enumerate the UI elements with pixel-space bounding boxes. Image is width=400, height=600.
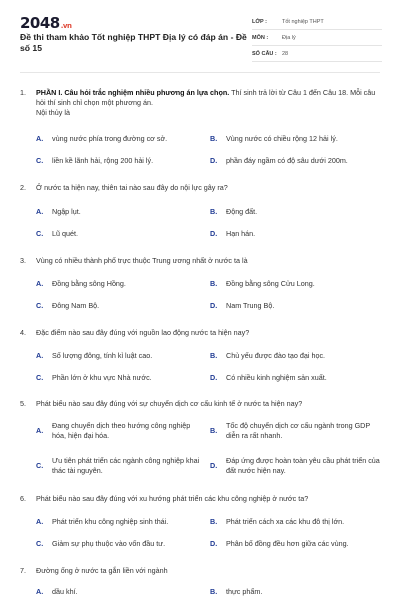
option-letter: D. bbox=[210, 156, 218, 165]
option-a[interactable] bbox=[36, 279, 206, 289]
option-text: Đông Nam Bộ. bbox=[52, 301, 100, 310]
question-text: Phát biểu nào sau đây đúng với xu hướng phát triển các khu công nghiệp ở nước ta? bbox=[36, 494, 309, 503]
page-header bbox=[0, 0, 400, 66]
option-d[interactable] bbox=[210, 539, 380, 549]
option-letter: D. bbox=[210, 539, 218, 548]
exam-meta bbox=[252, 14, 382, 62]
meta-key: LỚP : bbox=[252, 18, 267, 25]
option-b[interactable] bbox=[210, 517, 380, 527]
question-number: 6. bbox=[20, 494, 26, 503]
option-letter: D. bbox=[210, 461, 218, 470]
option-text: Phân bố đồng đều hơn giữa các vùng. bbox=[226, 539, 349, 548]
option-text: Đang chuyển dịch theo hướng công nghiệp hóa, hiện đại hóa. bbox=[52, 421, 191, 440]
question-5 bbox=[20, 399, 382, 409]
question-7 bbox=[20, 566, 382, 576]
option-letter: B. bbox=[210, 517, 218, 526]
option-text: Có nhiều kinh nghiệm sản xuất. bbox=[226, 373, 327, 382]
option-letter: A. bbox=[36, 207, 44, 216]
option-text: Động đất. bbox=[226, 207, 258, 216]
question-text: Vùng có nhiều thành phố trực thuộc Trung ương nhất ở nước ta là bbox=[36, 256, 248, 265]
option-letter: B. bbox=[210, 426, 218, 435]
option-text: Vùng nước có chiều rộng 12 hải lý. bbox=[226, 134, 338, 143]
option-letter: B. bbox=[210, 279, 218, 288]
question-number: 7. bbox=[20, 566, 26, 575]
option-text: Ưu tiên phát triển các ngành công nghiệp khai thác tài nguyên. bbox=[52, 456, 200, 475]
option-text: Phát triển khu công nghiệp sinh thái. bbox=[52, 517, 169, 526]
option-a[interactable] bbox=[36, 207, 206, 217]
question-text: Phát biểu nào sau đây đúng với sự chuyển dịch cơ cấu kinh tế ở nước ta hiện nay? bbox=[36, 399, 303, 408]
meta-value: Địa lý bbox=[282, 34, 296, 41]
option-c[interactable] bbox=[36, 539, 206, 549]
option-b[interactable] bbox=[210, 351, 380, 361]
option-letter: B. bbox=[210, 207, 218, 216]
option-text: Đáp ứng được hoàn toàn yêu cầu phát triển của đất nước hiện nay. bbox=[226, 456, 380, 475]
question-number: 1. bbox=[20, 88, 26, 97]
option-a[interactable] bbox=[36, 134, 206, 144]
meta-key: MÔN : bbox=[252, 34, 269, 41]
meta-row-subject bbox=[252, 30, 382, 46]
option-text: Ngập lụt. bbox=[52, 207, 81, 216]
section-heading: PHẦN I. Câu hỏi trắc nghiệm nhiều phương án lựa chọn. bbox=[36, 88, 230, 97]
meta-key: SỐ CÂU : bbox=[252, 50, 277, 57]
option-b[interactable] bbox=[210, 134, 380, 144]
option-text: vùng nước phía trong đường cơ sở. bbox=[52, 134, 168, 143]
option-b[interactable] bbox=[210, 587, 380, 597]
site-logo[interactable] bbox=[20, 14, 71, 32]
option-c[interactable] bbox=[36, 373, 206, 383]
option-c[interactable] bbox=[36, 156, 206, 166]
question-number: 2. bbox=[20, 183, 26, 192]
option-b[interactable] bbox=[210, 207, 380, 217]
option-text: Chủ yếu được đào tạo đại học. bbox=[226, 351, 326, 360]
option-letter: A. bbox=[36, 426, 44, 435]
option-d[interactable] bbox=[210, 455, 380, 477]
exam-title: Đề thi tham khảo Tốt nghiệp THPT Địa lý có đáp án - Đề số 15 bbox=[20, 32, 247, 53]
option-letter: C. bbox=[36, 461, 44, 470]
option-letter: C. bbox=[36, 229, 44, 238]
question-text: Ở nước ta hiện nay, thiên tai nào sau đây do nội lực gây ra? bbox=[36, 183, 228, 192]
option-letter: C. bbox=[36, 373, 44, 382]
question-1 bbox=[20, 88, 382, 118]
option-letter: B. bbox=[210, 351, 218, 360]
option-d[interactable] bbox=[210, 156, 380, 166]
option-b[interactable] bbox=[210, 279, 380, 289]
option-text: Phần lớn ở khu vực Nhà nước. bbox=[52, 373, 152, 382]
meta-row-class bbox=[252, 14, 382, 30]
option-letter: C. bbox=[36, 539, 44, 548]
option-d[interactable] bbox=[210, 301, 380, 311]
meta-value: 28 bbox=[282, 50, 289, 57]
option-a[interactable] bbox=[36, 420, 206, 442]
logo-text: 2048 bbox=[20, 14, 60, 32]
option-letter: A. bbox=[36, 134, 44, 143]
option-text: phần đáy ngầm có độ sâu dưới 200m. bbox=[226, 156, 348, 165]
option-a[interactable] bbox=[36, 351, 206, 361]
question-number: 3. bbox=[20, 256, 26, 265]
option-letter: B. bbox=[210, 134, 218, 143]
option-text: Giảm sự phụ thuộc vào vốn đầu tư. bbox=[52, 539, 166, 548]
option-text: Số lượng đông, tính kỉ luật cao. bbox=[52, 351, 153, 360]
option-text: Tốc độ chuyển dịch cơ cấu ngành trong GDP diễn ra rất nhanh. bbox=[226, 421, 371, 440]
option-letter: B. bbox=[210, 587, 218, 596]
question-text: Đặc điểm nào sau đây đúng với nguồn lao động nước ta hiện nay? bbox=[36, 328, 250, 337]
option-a[interactable] bbox=[36, 517, 206, 527]
option-text: Phát triển cách xa các khu đô thị lớn. bbox=[226, 517, 345, 526]
question-4 bbox=[20, 328, 382, 338]
option-c[interactable] bbox=[36, 301, 206, 311]
option-letter: D. bbox=[210, 301, 218, 310]
option-text: liền kề lãnh hải, rộng 200 hải lý. bbox=[52, 156, 154, 165]
option-c[interactable] bbox=[36, 229, 206, 239]
option-text: thực phẩm. bbox=[226, 587, 263, 596]
option-b[interactable] bbox=[210, 420, 380, 442]
option-letter: C. bbox=[36, 156, 44, 165]
meta-row-count bbox=[252, 46, 382, 62]
option-c[interactable] bbox=[36, 455, 206, 477]
question-number: 5. bbox=[20, 399, 26, 408]
option-text: Đồng bằng sông Cửu Long. bbox=[226, 279, 315, 288]
question-2 bbox=[20, 183, 382, 193]
option-letter: A. bbox=[36, 517, 44, 526]
option-text: Lũ quét. bbox=[52, 229, 78, 238]
header-divider bbox=[20, 72, 380, 73]
instruction-text: Thí sinh trả lời từ Câu 1 đến Câu 18. Mỗi câu hỏi thí sinh chỉ chọn một phương án. bbox=[36, 88, 376, 107]
option-d[interactable] bbox=[210, 373, 380, 383]
option-letter: A. bbox=[36, 351, 44, 360]
option-letter: D. bbox=[210, 229, 218, 238]
option-d[interactable] bbox=[210, 229, 380, 239]
option-text: Đồng bằng sông Hồng. bbox=[52, 279, 126, 288]
option-text: Nam Trung Bộ. bbox=[226, 301, 275, 310]
option-text: Hạn hán. bbox=[226, 229, 256, 238]
option-a[interactable] bbox=[36, 587, 206, 597]
question-prompt: Nội thủy là bbox=[36, 108, 70, 117]
question-3 bbox=[20, 256, 382, 266]
option-letter: D. bbox=[210, 373, 218, 382]
option-letter: A. bbox=[36, 587, 44, 596]
question-text: Đường ống ở nước ta gắn liền với ngành bbox=[36, 566, 168, 575]
logo-suffix: .vn bbox=[60, 22, 72, 30]
meta-value: Tốt nghiệp THPT bbox=[282, 18, 324, 25]
question-6 bbox=[20, 494, 382, 504]
option-text: dầu khí. bbox=[52, 587, 78, 596]
option-letter: C. bbox=[36, 301, 44, 310]
question-text bbox=[36, 88, 382, 108]
question-number: 4. bbox=[20, 328, 26, 337]
option-letter: A. bbox=[36, 279, 44, 288]
